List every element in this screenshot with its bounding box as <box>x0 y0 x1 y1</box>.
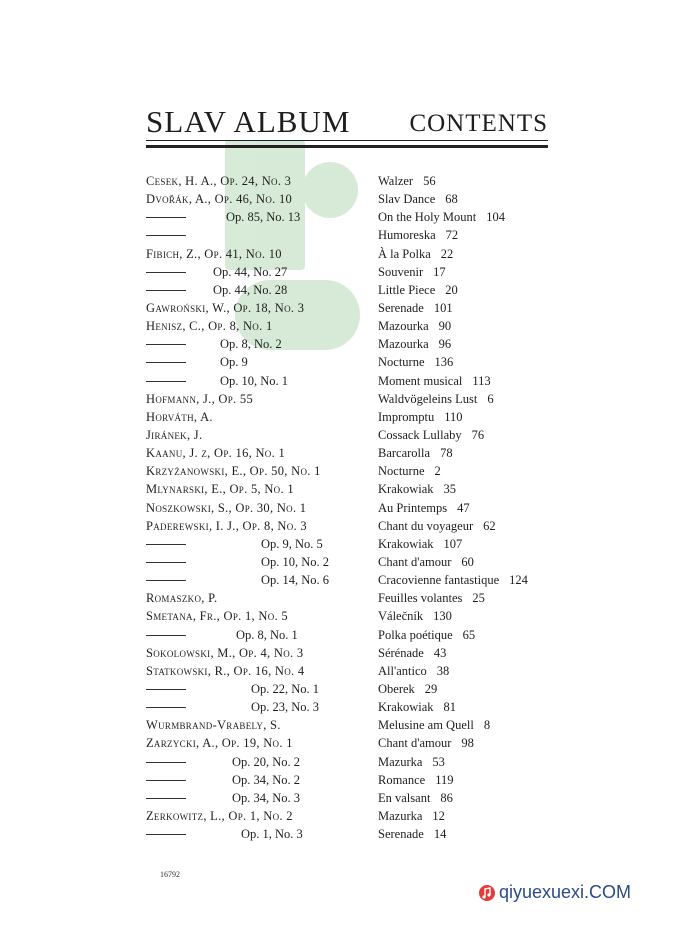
contents-entry <box>146 589 566 607</box>
page-number: 76 <box>471 427 485 442</box>
album-title: SLAV ALBUM <box>146 104 351 139</box>
plate-number: 16792 <box>160 870 180 879</box>
piece-title-text: Mazurka <box>378 808 423 823</box>
contents-entry <box>146 480 566 498</box>
ditto-dash <box>146 580 186 581</box>
page-number: 62 <box>483 518 496 533</box>
composer-name: Op. 44, No. 28 <box>213 282 288 297</box>
contents-entry <box>146 626 566 644</box>
piece-title-text: À la Polka <box>378 246 431 261</box>
composer-name: Noszkowski, S., Op. 30, No. 1 <box>146 500 307 515</box>
piece-title <box>378 825 446 843</box>
page-number: 107 <box>443 536 463 551</box>
page-number: 43 <box>433 645 447 660</box>
composer-name: Op. 20, No. 2 <box>232 754 301 769</box>
piece-title-text: Nocturne <box>378 464 425 479</box>
piece-title <box>378 353 453 371</box>
composer-name: Krzyżanowski, E., Op. 50, No. 1 <box>146 464 321 479</box>
page-number: 56 <box>423 174 436 188</box>
piece-title <box>378 662 449 680</box>
ditto-dash <box>146 362 186 363</box>
composer-name: Jiránek, J. <box>146 427 203 442</box>
piece-title <box>378 571 528 589</box>
contents-entry <box>146 499 566 517</box>
contents-list <box>146 172 566 843</box>
contents-entry <box>146 208 566 226</box>
composer-name: Op. 8, No. 1 <box>236 627 298 642</box>
site-watermark <box>478 882 631 903</box>
piece-title <box>378 771 454 789</box>
page-number: 96 <box>438 337 452 352</box>
page-number: 86 <box>440 790 453 805</box>
contents-entry <box>146 753 566 771</box>
composer-name: Statkowski, R., Op. 16, No. 4 <box>146 663 305 678</box>
page-number: 110 <box>444 409 463 424</box>
piece-title-text: Chant d'amour <box>378 736 452 751</box>
page-number: 78 <box>440 446 453 461</box>
page-number: 119 <box>435 772 454 787</box>
piece-title <box>378 263 446 281</box>
composer-name: Romaszko, P. <box>146 591 218 606</box>
page-number: 113 <box>472 373 491 388</box>
piece-title <box>378 299 453 317</box>
contents-entry <box>146 716 566 734</box>
composer-name: Henisz, C., Op. 8, No. 1 <box>146 319 273 334</box>
title-rule-thick <box>146 145 548 148</box>
composer-name: Wurmbrand-Vrabely, S. <box>146 718 281 733</box>
ditto-dash <box>146 381 186 382</box>
page-number: 17 <box>433 264 446 279</box>
page-number: 68 <box>445 192 458 207</box>
contents-entry <box>146 644 566 662</box>
page-number: 14 <box>433 827 447 842</box>
page-number: 60 <box>461 554 474 569</box>
page-number: 47 <box>457 500 470 515</box>
composer-name: Paderewski, I. J., Op. 8, No. 3 <box>146 518 307 533</box>
piece-title <box>378 553 474 571</box>
piece-title-text: On the Holy Mount <box>378 210 477 225</box>
piece-title-text: Cossack Lullaby <box>378 427 462 442</box>
contents-entry <box>146 353 566 371</box>
contents-entry <box>146 426 566 444</box>
piece-title <box>378 444 453 462</box>
page-number: 124 <box>509 573 528 588</box>
piece-title-text: Souvenir <box>378 264 424 279</box>
piece-title-text: Nocturne <box>378 355 425 370</box>
page-number: 90 <box>438 319 452 334</box>
composer-name: Kaanu, J. z, Op. 16, No. 1 <box>146 446 285 461</box>
piece-title-text: Cracovienne fantastique <box>378 573 500 588</box>
ditto-dash <box>146 272 186 273</box>
title-row <box>146 104 548 144</box>
piece-title <box>378 480 456 498</box>
contents-entry <box>146 789 566 807</box>
page-number: 20 <box>445 282 458 297</box>
composer-name: Op. 10, No. 1 <box>220 373 289 388</box>
site-text: qiyuexuexi.COM <box>499 882 632 902</box>
page-number: 53 <box>432 754 445 769</box>
page-number: 81 <box>443 700 457 715</box>
composer-name: Dvořák, A., Op. 46, No. 10 <box>146 192 293 207</box>
piece-title <box>378 390 494 408</box>
composer-name: Op. 85, No. 13 <box>226 210 301 225</box>
contents-entry <box>146 299 566 317</box>
composer-name: Zerkowitz, L., Op. 1, No. 2 <box>146 808 293 823</box>
contents-entry <box>146 281 566 299</box>
piece-title-text: All'antico <box>378 663 427 678</box>
piece-title-text: Humoreska <box>378 228 436 243</box>
ditto-dash <box>146 780 186 781</box>
piece-title-text: Au Printemps <box>378 500 448 515</box>
ditto-dash <box>146 834 186 835</box>
contents-entry <box>146 553 566 571</box>
ditto-dash <box>146 344 186 345</box>
piece-title <box>378 499 470 517</box>
piece-title <box>378 317 451 335</box>
ditto-dash <box>146 562 186 563</box>
contents-entry <box>146 462 566 480</box>
piece-title <box>378 517 496 535</box>
contents-entry <box>146 408 566 426</box>
page-number: 130 <box>433 609 452 624</box>
contents-entry <box>146 662 566 680</box>
page-number: 38 <box>436 663 450 678</box>
piece-title <box>378 172 436 190</box>
composer-name: Op. 23, No. 3 <box>251 700 320 715</box>
piece-title <box>378 281 458 299</box>
contents-entry <box>146 571 566 589</box>
ditto-dash <box>146 217 186 218</box>
contents-heading: CONTENTS <box>409 110 548 137</box>
page-number: 25 <box>472 591 485 606</box>
contents-entry <box>146 535 566 553</box>
ditto-dash <box>146 235 186 236</box>
piece-title <box>378 226 458 244</box>
page-number: 2 <box>434 464 441 479</box>
ditto-dash <box>146 290 186 291</box>
composer-name: Op. 44, No. 27 <box>213 264 288 279</box>
contents-entry <box>146 245 566 263</box>
piece-title-text: Feuilles volantes <box>378 591 463 606</box>
piece-title <box>378 208 505 226</box>
page-number: 72 <box>445 228 459 243</box>
piece-title <box>378 734 474 752</box>
composer-name: Gawroński, W., Op. 18, No. 3 <box>146 300 305 315</box>
piece-title-text: Sérénade <box>378 645 424 660</box>
contents-entry <box>146 226 566 244</box>
contents-entry <box>146 734 566 752</box>
piece-title-text: Moment musical <box>378 373 463 388</box>
piece-title-text: Polka poétique <box>378 627 453 642</box>
composer-name: Fibich, Z., Op. 41, No. 10 <box>146 246 282 261</box>
ditto-dash <box>146 689 186 690</box>
piece-title-text: Chant du voyageur <box>378 518 474 533</box>
piece-title-text: Mazourka <box>378 337 429 352</box>
piece-title-text: Chant d'amour <box>378 554 452 569</box>
page-number: 12 <box>432 808 445 823</box>
page-number: 22 <box>440 246 454 261</box>
piece-title-text: Krakowiak <box>378 536 434 551</box>
piece-title <box>378 335 451 353</box>
composer-name: Zarzycki, A., Op. 19, No. 1 <box>146 736 293 751</box>
composer-name: Sokolowski, M., Op. 4, No. 3 <box>146 645 304 660</box>
page-number: 29 <box>424 681 438 696</box>
contents-entry <box>146 372 566 390</box>
piece-title-text: Krakowiak <box>378 700 434 715</box>
piece-title <box>378 462 441 480</box>
piece-title <box>378 698 456 716</box>
piece-title-text: Walzer <box>378 174 414 188</box>
piece-title <box>378 607 452 625</box>
composer-name: Horváth, A. <box>146 409 213 424</box>
contents-entry <box>146 771 566 789</box>
page-number: 101 <box>433 300 453 315</box>
piece-title <box>378 372 491 390</box>
piece-title <box>378 807 445 825</box>
piece-title <box>378 626 475 644</box>
piece-title <box>378 190 458 208</box>
piece-title-text: Mazourka <box>378 319 429 334</box>
contents-entry <box>146 335 566 353</box>
piece-title <box>378 644 446 662</box>
piece-title <box>378 535 462 553</box>
composer-name: Op. 8, No. 2 <box>220 337 282 352</box>
piece-title-text: Romance <box>378 772 426 787</box>
contents-entry <box>146 825 566 843</box>
contents-entry <box>146 390 566 408</box>
ditto-dash <box>146 798 186 799</box>
composer-name: Op. 34, No. 2 <box>232 772 301 787</box>
contents-entry <box>146 698 566 716</box>
piece-title-text: Oberek <box>378 681 415 696</box>
ditto-dash <box>146 544 186 545</box>
piece-title-text: Waldvögeleins Lust <box>378 391 478 406</box>
piece-title-text: Mazurka <box>378 754 423 769</box>
composer-name: Op. 14, No. 6 <box>261 573 330 588</box>
piece-title-text: Impromptu <box>378 409 435 424</box>
page-number: 65 <box>462 627 476 642</box>
piece-title <box>378 680 437 698</box>
piece-title-text: Válečník <box>378 609 424 624</box>
composer-name: Op. 22, No. 1 <box>251 681 320 696</box>
composer-name: Op. 10, No. 2 <box>261 554 330 569</box>
page-number: 35 <box>443 482 457 497</box>
ditto-dash <box>146 762 186 763</box>
ditto-dash <box>146 635 186 636</box>
piece-title <box>378 245 453 263</box>
piece-title <box>378 426 484 444</box>
piece-title-text: Krakowiak <box>378 482 434 497</box>
page-number: 8 <box>483 718 491 733</box>
piece-title-text: Serenade <box>378 827 424 842</box>
piece-title-text: En valsant <box>378 790 431 805</box>
ditto-dash <box>146 707 186 708</box>
contents-entry <box>146 172 566 190</box>
composer-name: Op. 9, No. 5 <box>261 536 323 551</box>
contents-entry <box>146 517 566 535</box>
piece-title-text: Little Piece <box>378 282 436 297</box>
piece-title-text: Melusine am Quell <box>378 718 474 733</box>
piece-title-text: Serenade <box>378 300 424 315</box>
contents-entry <box>146 317 566 335</box>
composer-name: Hofmann, J., Op. 55 <box>146 391 254 406</box>
piece-title <box>378 716 490 734</box>
composer-name: Op. 34, No. 3 <box>232 790 301 805</box>
music-note-icon <box>478 884 496 902</box>
contents-entry <box>146 190 566 208</box>
piece-title <box>378 589 485 607</box>
piece-title <box>378 753 445 771</box>
page-number: 136 <box>434 355 454 370</box>
piece-title <box>378 408 463 426</box>
piece-title-text: Barcarolla <box>378 446 431 461</box>
page-number: 104 <box>486 210 506 225</box>
piece-title-text: Slav Dance <box>378 192 436 207</box>
contents-entry <box>146 680 566 698</box>
page-number: 6 <box>487 391 494 406</box>
contents-entry <box>146 807 566 825</box>
composer-name: Op. 9 <box>220 355 248 370</box>
contents-entry <box>146 263 566 281</box>
composer-name: Cesek, H. A., Op. 24, No. 3 <box>146 174 292 188</box>
contents-entry <box>146 444 566 462</box>
page-number: 98 <box>461 736 474 751</box>
contents-entry <box>146 607 566 625</box>
composer-name: Smetana, Fr., Op. 1, No. 5 <box>146 609 288 624</box>
composer-name: Op. 1, No. 3 <box>241 827 303 842</box>
piece-title <box>378 789 453 807</box>
composer-name: Mlynarski, E., Op. 5, No. 1 <box>146 482 294 497</box>
